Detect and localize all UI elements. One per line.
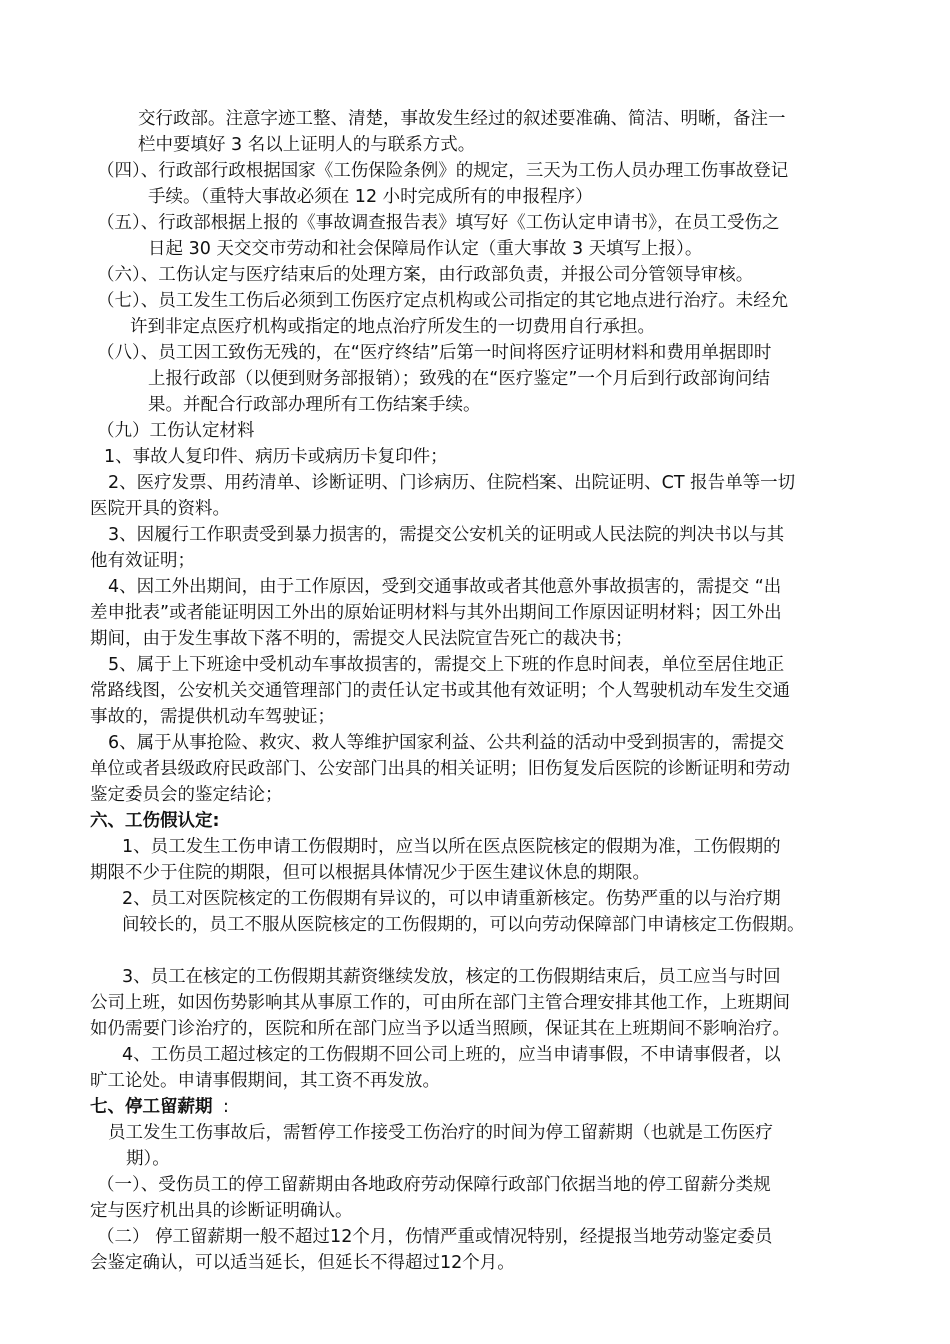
- text-line: 4、工伤员工超过核定的工伤假期不回公司上班的，应当申请事假，不申请事假者，以: [122, 1045, 781, 1065]
- text-line: 2、员工对医院核定的工伤假期有异议的，可以申请重新核定。伤势严重的以与治疗期: [122, 889, 781, 909]
- text-line: 如仍需要门诊治疗的，医院和所在部门应当予以适当照顾，保证其在上班期间不影响治疗。: [90, 1019, 790, 1039]
- heading-colon: :: [223, 1097, 229, 1117]
- text-line: （二） 停工留薪期一般不超过12个月，伤情严重或情况特别，经提报当地劳动鉴定委员: [97, 1227, 773, 1247]
- text-line: （四）、行政部行政根据国家《工伤保险条例》的规定，三天为工伤人员办理工伤事故登记: [97, 161, 789, 181]
- text-line: 定与医疗机出具的诊断证明确认。: [90, 1201, 353, 1221]
- text-line: （七）、员工发生工伤后必须到工伤医疗定点机构或公司指定的其它地点进行治疗。未经允: [97, 291, 789, 311]
- text-line: 日起 30 天交交市劳动和社会保障局作认定（重大事故 3 天填写上报）。: [148, 239, 703, 259]
- text-line: 1、事故人复印件、病历卡或病历卡复印件；: [104, 447, 448, 467]
- text-line: 2、医疗发票、用药清单、诊断证明、门诊病历、住院档案、出院证明、CT 报告单等一切: [108, 473, 796, 493]
- text-line: 手续。（重特大事故必须在 12 小时完成所有的申报程序）: [148, 187, 593, 207]
- text-line: 会鉴定确认，可以适当延长，但延长不得超过12个月。: [90, 1253, 515, 1273]
- text-line: （五）、行政部根据上报的《事故调查报告表》填写好《工伤认定申请书》，在员工受伤之: [97, 213, 780, 233]
- text-line: 期）。: [126, 1149, 170, 1169]
- section-heading: 七、停工留薪期: [90, 1097, 213, 1117]
- text-line: 常路线图，公安机关交通管理部门的责任认定书或其他有效证明；个人驾驶机动车发生交通: [90, 681, 790, 701]
- text-line: 他有效证明；: [90, 551, 195, 571]
- text-line: 4、因工外出期间，由于工作原因，受到交通事故或者其他意外事故损害的，需提交 “出: [108, 577, 782, 597]
- text-line: 交行政部。注意字迹工整、清楚，事故发生经过的叙述要准确、简洁、明晰，备注一: [138, 109, 786, 129]
- text-line: 上报行政部（以便到财务部报销）；致残的在“医疗鉴定”一个月后到行政部询问结: [148, 369, 770, 389]
- text-line: 间较长的，员工不服从医院核定的工伤假期的，可以向劳动保障部门申请核定工伤假期。: [122, 915, 805, 935]
- text-line: 鉴定委员会的鉴定结论；: [90, 785, 283, 805]
- text-line: 期限不少于住院的期限，但可以根据具体情况少于医生建议休息的期限。: [90, 863, 650, 883]
- text-line: 3、员工在核定的工伤假期其薪资继续发放，核定的工伤假期结束后，员工应当与时回: [122, 967, 781, 987]
- text-line: （六）、工伤认定与医疗结束后的处理方案，由行政部负责，并报公司分管领导审核。: [97, 265, 754, 285]
- text-line: 6、属于从事抢险、救灾、救人等维护国家利益、公共利益的活动中受到损害的，需提交: [108, 733, 785, 753]
- text-line: 果。并配合行政部办理所有工伤结案手续。: [148, 395, 481, 415]
- text-line: 员工发生工伤事故后，需暂停工作接受工伤治疗的时间为停工留薪期（也就是工伤医疗: [108, 1123, 773, 1143]
- text-line: 栏中要填好 3 名以上证明人的与联系方式。: [138, 135, 476, 155]
- text-line: （八）、员工因工致伤无残的，在“医疗终结”后第一时间将医疗证明材料和费用单据即时: [97, 343, 772, 363]
- text-line: 旷工论处。申请事假期间，其工资不再发放。: [90, 1071, 440, 1091]
- text-line: 期间，由于发生事故下落不明的，需提交人民法院宣告死亡的裁决书；: [90, 629, 633, 649]
- text-line: 医院开具的资料。: [90, 499, 230, 519]
- text-line: 差申批表”或者能证明因工外出的原始证明材料与其外出期间工作原因证明材料；因工外出: [90, 603, 782, 623]
- text-line: 许到非定点医疗机构或指定的地点治疗所发生的一切费用自行承担。: [130, 317, 655, 337]
- text-line: 事故的，需提供机动车驾驶证；: [90, 707, 335, 727]
- text-line: 5、属于上下班途中受机动车事故损害的，需提交上下班的作息时间表，单位至居住地正: [108, 655, 785, 675]
- text-line: （一）、受伤员工的停工留薪期由各地政府劳动保障行政部门依据当地的停工留薪分类规: [97, 1175, 771, 1195]
- text-line: （九）工伤认定材料: [97, 421, 255, 441]
- text-line: 3、因履行工作职责受到暴力损害的，需提交公安机关的证明或人民法院的判决书以与其: [108, 525, 785, 545]
- section-heading: 六、工伤假认定:: [90, 811, 220, 831]
- text-line: 单位或者县级政府民政部门、公安部门出具的相关证明；旧伤复发后医院的诊断证明和劳动: [90, 759, 790, 779]
- text-line: 公司上班，如因伤势影响其从事原工作的，可由所在部门主管合理安排其他工作，上班期间: [90, 993, 790, 1013]
- text-line: 1、员工发生工伤申请工伤假期时，应当以所在医点医院核定的假期为准，工伤假期的: [122, 837, 781, 857]
